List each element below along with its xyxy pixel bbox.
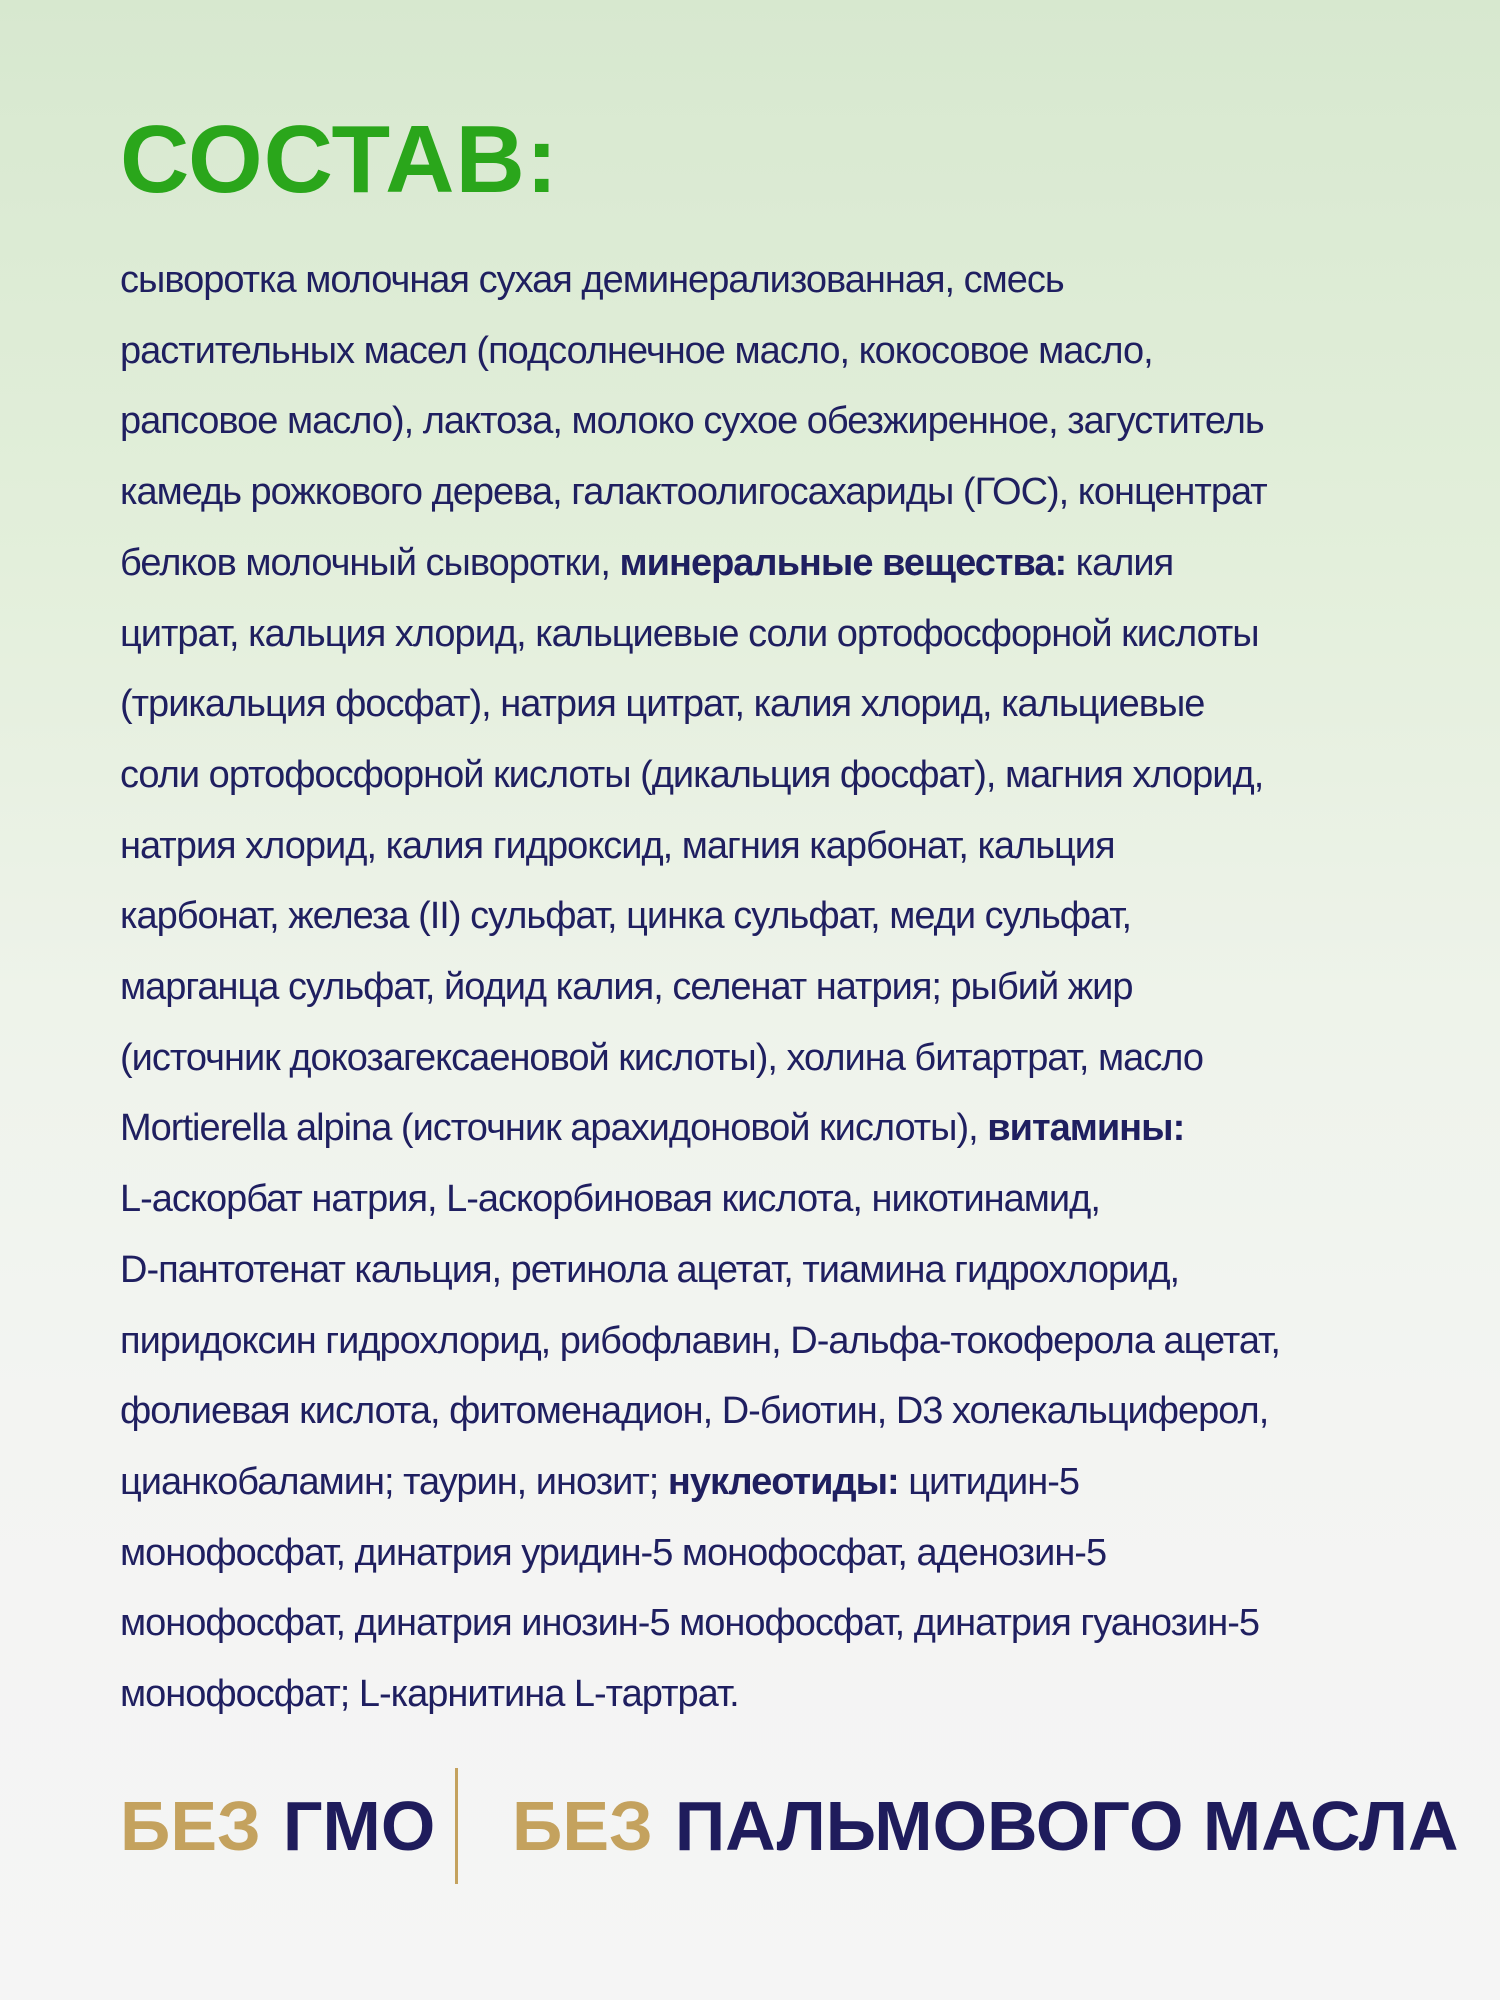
composition-segment: цитидин-5	[898, 1460, 1080, 1503]
composition-line	[120, 1659, 1400, 1730]
composition-line	[120, 1306, 1400, 1377]
no-palm-oil-label: ПАЛЬМОВОГО МАСЛА	[674, 1787, 1459, 1865]
composition-segment: монофосфат, динатрия уридин-5 монофосфат, аденозин-5	[120, 1531, 1107, 1574]
composition-segment: белков молочный сыворотки,	[120, 541, 620, 584]
page-title: СОСТАВ:	[120, 106, 559, 213]
composition-line	[120, 528, 1400, 599]
composition-line	[120, 740, 1400, 811]
composition-text	[120, 245, 1400, 1730]
composition-segment: рапсовое масло), лактоза, молоко сухое обезжиренное, загуститель	[120, 400, 1264, 443]
composition-line	[120, 952, 1400, 1023]
composition-heading: минеральные вещества:	[619, 541, 1067, 584]
composition-segment: L-аскорбат натрия, L-аскорбиновая кислота, никотинамид,	[120, 1178, 1100, 1221]
no-palm-oil-prefix: БЕЗ	[512, 1787, 653, 1865]
composition-line	[120, 1588, 1400, 1659]
composition-line	[120, 1164, 1400, 1235]
no-gmo-label: ГМО	[282, 1787, 436, 1865]
no-palm-oil-claim	[512, 1768, 1459, 1884]
composition-line	[120, 457, 1400, 528]
claims-divider	[455, 1768, 458, 1884]
composition-line	[120, 245, 1400, 316]
no-gmo-prefix: БЕЗ	[120, 1787, 261, 1865]
composition-line	[120, 386, 1400, 457]
composition-line	[120, 316, 1400, 387]
composition-line	[120, 599, 1400, 670]
composition-line	[120, 1235, 1400, 1306]
composition-segment: натрия хлорид, калия гидроксид, магния карбонат, кальция	[120, 824, 1115, 867]
no-gmo-claim	[120, 1768, 435, 1884]
composition-line	[120, 811, 1400, 882]
composition-segment: калия	[1066, 541, 1174, 584]
composition-line	[120, 1093, 1400, 1164]
composition-segment: карбонат, железа (II) сульфат, цинка сульфат, меди сульфат,	[120, 895, 1132, 938]
composition-line	[120, 1447, 1400, 1518]
composition-segment: цитрат, кальция хлорид, кальциевые соли ортофосфорной кислоты	[120, 612, 1259, 655]
composition-segment: сыворотка молочная сухая деминерализованная, смесь	[120, 259, 1064, 301]
composition-segment: камедь рожкового дерева, галактоолигосахариды (ГОС), концентрат	[120, 471, 1267, 514]
composition-line	[120, 1376, 1400, 1447]
composition-line	[120, 1518, 1400, 1589]
composition-segment: пиридоксин гидрохлорид, рибофлавин, D-альфа-токоферола ацетат,	[120, 1319, 1280, 1362]
composition-heading: витамины:	[987, 1107, 1185, 1150]
composition-line	[120, 881, 1400, 952]
composition-segment: монофосфат, динатрия инозин-5 монофосфат, динатрия гуанозин-5	[120, 1602, 1260, 1645]
composition-segment: цианкобаламин; таурин, инозит;	[120, 1460, 668, 1503]
claims-footer	[120, 1768, 1459, 1884]
composition-segment: (источник докозагексаеновой кислоты), холина битартрат, масло	[120, 1036, 1203, 1079]
composition-segment: D-пантотенат кальция, ретинола ацетат, тиамина гидрохлорид,	[120, 1248, 1180, 1291]
composition-segment: соли ортофосфорной кислоты (дикальция фосфат), магния хлорид,	[120, 753, 1264, 796]
composition-segment: Mortierella alpina (источник арахидоновой кислоты),	[120, 1107, 988, 1150]
composition-segment: (трикальция фосфат), натрия цитрат, калия хлорид, кальциевые	[120, 683, 1205, 726]
composition-segment: фолиевая кислота, фитоменадион, D-биотин, D3 холекальциферол,	[120, 1390, 1269, 1433]
composition-segment: марганца сульфат, йодид калия, селенат натрия; рыбий жир	[120, 966, 1133, 1009]
composition-segment: монофосфат; L-карнитина L-тартрат.	[120, 1673, 739, 1716]
composition-line	[120, 669, 1400, 740]
composition-segment: растительных масел (подсолнечное масло, кокосовое масло,	[120, 329, 1153, 372]
composition-heading: нуклеотиды:	[667, 1460, 899, 1503]
composition-line	[120, 1023, 1400, 1094]
